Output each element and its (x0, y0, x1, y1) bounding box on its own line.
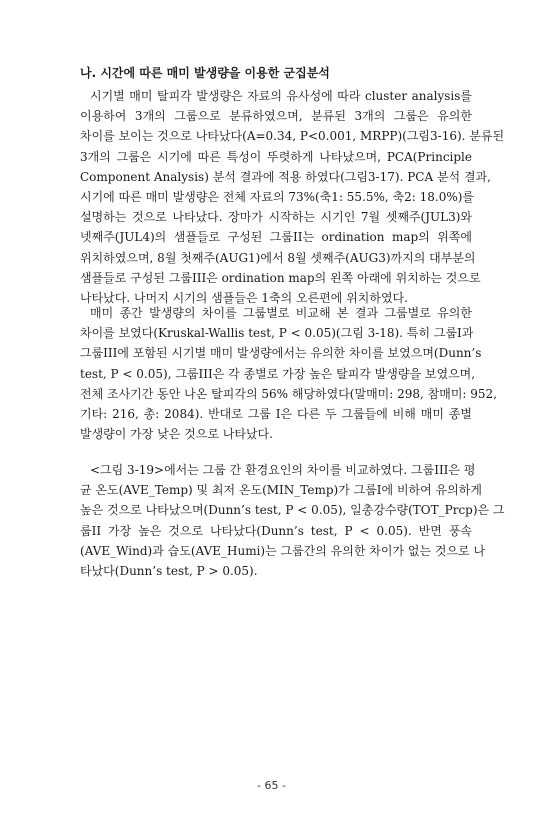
section-heading: 나. 시간에 따른 매미 발생량을 이용한 군집분석 (80, 66, 330, 80)
text-line: 매미 종간 발생량의 차이를 그룹별로 비교해 본 결과 그룹별로 유의한 (90, 306, 472, 320)
page-number: - 65 - (257, 779, 286, 792)
text-line: 설명하는 것으로 나타났다. 장마가 시작하는 시기인 7월 셋째주(JUL3)와 (80, 210, 472, 225)
text-line: 차이를 보였다(Kruskal-Wallis test, P < 0.05)(그림 3-18). 특히 그룹I과 (80, 326, 474, 341)
text-line: 샘플들로 구성된 그룹III은 ordination map의 왼쪽 아래에 위치하는 것으로 (80, 270, 481, 285)
text-line: 룹II 가장 높은 것으로 나타났다(Dunn’s test, P < 0.05). 반면 풍속 (80, 523, 472, 538)
text-line: 그룹III에 포함된 시기별 매미 발생량에서는 유의한 차이를 보였으며(Dunn’s (80, 346, 482, 361)
text-line: 시기에 따른 매미 발생량은 전체 자료의 73%(축1: 55.5%, 축2: 18.0%)를 (80, 189, 475, 204)
text-line: 넷째주(JUL4)의 샘플들로 구성된 그룹II는 ordination map의 위쪽에 (80, 230, 472, 245)
text-line: 나타났다. 나머지 시기의 샘플들은 1축의 오른편에 위치하였다. (80, 290, 408, 305)
text-line: 기타: 216, 총: 2084). 반대로 그룹 I은 다른 두 그룹들에 비해 매미 종별 (80, 406, 472, 421)
text-line: 위치하였으며, 8월 첫째주(AUG1)에서 8월 셋째주(AUG3)까지의 대부분의 (80, 250, 476, 265)
text-line: 시기별 매미 탈피각 발생량은 자료의 유사성에 따라 cluster analysis를 (90, 89, 472, 103)
text-line: 전체 조사기간 동안 나온 탈피각의 56% 해당하였다(말매미: 298, 참매미: 952, (80, 386, 498, 401)
text-line: 3개의 그룹은 시기에 따른 특성이 뚜렷하게 나타났으며, PCA(Principle (80, 149, 472, 164)
text-line: 차이를 보이는 것으로 나타났다(A=0.34, P<0.001, MRPP)(그림3-16). 분류된 (80, 129, 505, 144)
text-line: 발생량이 가장 낮은 것으로 나타났다. (80, 427, 273, 442)
text-line: 이용하여 3개의 그룹으로 분류하였으며, 분류된 3개의 그룹은 유의한 (80, 109, 472, 124)
text-line: (AVE_Wind)과 습도(AVE_Humi)는 그룹간의 유의한 차이가 없는 것으로 나 (80, 543, 486, 558)
paragraph-cluster-analysis (80, 86, 505, 308)
paragraph-environmental-factors (80, 460, 505, 581)
text-line: 균 온도(AVE_Temp) 및 최저 온도(MIN_Temp)가 그룹I에 비하여 유의하게 (80, 483, 482, 498)
text-line: <그림 3-19>에서는 그룹 간 환경요인의 차이를 비교하였다. 그룹III은 평 (90, 463, 476, 477)
text-line: test, P < 0.05), 그룹III은 각 종별로 가장 높은 탈피각 발생량을 보였으며, (80, 366, 476, 381)
paragraph-group-comparison (80, 303, 498, 444)
text-line: 높은 것으로 나타났으며(Dunn’s test, P < 0.05), 일총강수량(TOT_Prcp)은 그 (80, 503, 505, 518)
text-line: Component Analysis) 분석 결과에 적용 하였다(그림3-17). PCA 분석 결과, (80, 169, 491, 184)
text-line: 타났다(Dunn’s test, P > 0.05). (80, 563, 258, 578)
